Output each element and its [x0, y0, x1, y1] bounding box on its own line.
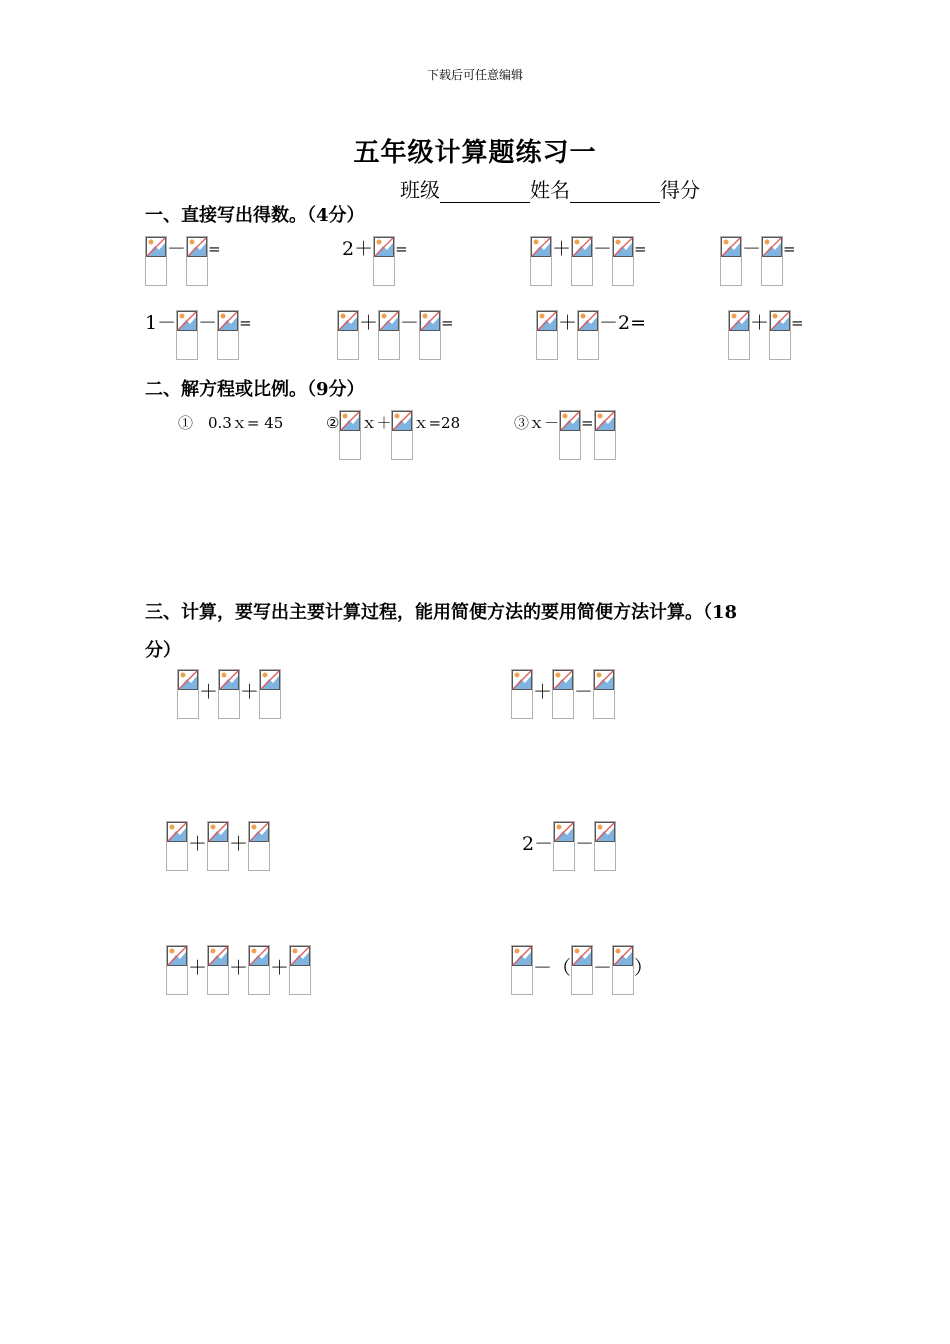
broken-image-icon — [249, 946, 269, 966]
plus-sign: ＋ — [229, 833, 249, 855]
fraction-image — [186, 236, 208, 286]
s1-problem-5 — [145, 310, 252, 360]
fraction-image — [339, 410, 361, 460]
plus-sign: ＋ — [188, 833, 208, 855]
plus-sign: ＋ — [199, 681, 219, 703]
s1-problem-3 — [530, 236, 647, 286]
fraction-image — [761, 236, 783, 286]
broken-image-icon — [560, 411, 580, 431]
fraction-image — [337, 310, 359, 360]
broken-image-icon — [762, 237, 782, 257]
s3-problem-6 — [511, 945, 653, 995]
plus-sign: ＋ — [533, 681, 553, 703]
broken-image-icon — [178, 670, 198, 690]
minus-sign: － — [574, 681, 594, 703]
fraction-image — [207, 821, 229, 871]
operand-text: 1－ — [145, 312, 177, 334]
section-3-heading: 三、计算，要写出主要计算过程，能用简便方法的要用简便方法计算。（18 — [145, 602, 738, 623]
minus-sign: － — [167, 238, 187, 260]
fraction-image — [289, 945, 311, 995]
broken-image-icon — [177, 311, 197, 331]
plus-sign: ＋ — [229, 957, 249, 979]
broken-image-icon — [537, 311, 557, 331]
score-label: 得分 — [660, 178, 700, 202]
s1-problem-1 — [145, 236, 221, 286]
fraction-image — [577, 310, 599, 360]
section-1-heading: 一、直接写出得数。（4分） — [145, 205, 365, 226]
broken-image-icon — [420, 311, 440, 331]
minus-sign: － — [575, 833, 595, 855]
broken-image-icon — [167, 822, 187, 842]
fraction-image — [571, 236, 593, 286]
equals-sign: = — [581, 414, 594, 432]
broken-image-icon — [340, 411, 360, 431]
broken-image-icon — [554, 822, 574, 842]
fraction-image — [728, 310, 750, 360]
section-2-heading: 二、解方程或比例。（9分） — [145, 379, 365, 400]
s1-problem-4 — [720, 236, 796, 286]
s2-equation-3 — [514, 410, 616, 460]
broken-image-icon — [729, 311, 749, 331]
s1-problem-7 — [536, 310, 646, 360]
broken-image-icon — [613, 237, 633, 257]
fraction-image — [511, 669, 533, 719]
s1-problem-6 — [337, 310, 454, 360]
fraction-image — [145, 236, 167, 286]
fraction-image — [594, 821, 616, 871]
broken-image-icon — [379, 311, 399, 331]
broken-image-icon — [338, 311, 358, 331]
broken-image-icon — [249, 822, 269, 842]
broken-image-icon — [595, 822, 615, 842]
fraction-image — [553, 821, 575, 871]
s1-problem-8 — [728, 310, 804, 360]
fraction-image — [378, 310, 400, 360]
plus-sign: ＋ — [240, 681, 260, 703]
fraction-image — [177, 669, 199, 719]
header-note: 下载后可任意编辑 — [426, 68, 523, 82]
fraction-image — [166, 945, 188, 995]
fraction-image — [217, 310, 239, 360]
fraction-image — [259, 669, 281, 719]
operand-text: －2= — [599, 312, 647, 334]
fraction-image — [769, 310, 791, 360]
student-info-line — [400, 174, 700, 203]
broken-image-icon — [572, 946, 592, 966]
plus-sign: ＋ — [270, 957, 290, 979]
s2-equation-1 — [178, 410, 283, 436]
broken-image-icon — [572, 237, 592, 257]
s3-problem-3 — [166, 821, 270, 871]
operand-text: 2＋ — [342, 238, 374, 260]
name-blank — [570, 182, 660, 203]
equals-sign: = — [783, 240, 796, 258]
fraction-image — [373, 236, 395, 286]
s3-problem-4 — [522, 821, 616, 871]
broken-image-icon — [512, 946, 532, 966]
operand-text: －（ — [533, 957, 572, 979]
s1-problem-2 — [342, 236, 408, 286]
section-3-heading-cont: 分） — [145, 640, 181, 661]
equals-sign: = — [791, 314, 804, 332]
broken-image-icon — [613, 946, 633, 966]
equals-sign: = — [634, 240, 647, 258]
fraction-image — [720, 236, 742, 286]
s3-problem-2 — [511, 669, 615, 719]
fraction-image — [612, 236, 634, 286]
minus-sign: － — [593, 238, 613, 260]
equals-sign: = — [395, 240, 408, 258]
broken-image-icon — [770, 311, 790, 331]
fraction-image — [218, 669, 240, 719]
fraction-image — [176, 310, 198, 360]
item-prefix: ③ｘ－ — [514, 414, 560, 432]
fraction-image — [419, 310, 441, 360]
broken-image-icon — [187, 237, 207, 257]
fraction-image — [511, 945, 533, 995]
minus-sign: － — [593, 957, 613, 979]
fraction-image — [166, 821, 188, 871]
broken-image-icon — [208, 822, 228, 842]
operand-text: 2－ — [522, 833, 554, 855]
fraction-image — [530, 236, 552, 286]
class-blank — [440, 182, 530, 203]
fraction-image — [552, 669, 574, 719]
equation-text: ① 0.3ｘ= 45 — [178, 414, 284, 432]
broken-image-icon — [531, 237, 551, 257]
broken-image-icon — [208, 946, 228, 966]
minus-sign: － — [198, 312, 218, 334]
plus-sign: ＋ — [552, 238, 572, 260]
broken-image-icon — [721, 237, 741, 257]
name-label: 姓名 — [530, 178, 570, 202]
broken-image-icon — [578, 311, 598, 331]
fraction-image — [248, 821, 270, 871]
fraction-image — [559, 410, 581, 460]
page-title: 五年级计算题练习一 — [353, 138, 597, 168]
s3-problem-5 — [166, 945, 311, 995]
right-paren: ） — [634, 957, 654, 979]
fraction-image — [248, 945, 270, 995]
fraction-image — [207, 945, 229, 995]
x-eq-text: ｘ=28 — [413, 414, 461, 432]
equals-sign: = — [208, 240, 221, 258]
broken-image-icon — [594, 670, 614, 690]
broken-image-icon — [512, 670, 532, 690]
minus-sign: － — [742, 238, 762, 260]
s2-equation-2 — [326, 410, 460, 460]
s3-problem-1 — [177, 669, 281, 719]
plus-sign: ＋ — [188, 957, 208, 979]
item-number: ② — [326, 414, 340, 432]
plus-sign: ＋ — [750, 312, 770, 334]
broken-image-icon — [595, 411, 615, 431]
broken-image-icon — [374, 237, 394, 257]
fraction-image — [391, 410, 413, 460]
minus-sign: － — [400, 312, 420, 334]
fraction-image — [612, 945, 634, 995]
broken-image-icon — [218, 311, 238, 331]
plus-sign: ＋ — [558, 312, 578, 334]
x-plus-text: ｘ＋ — [361, 414, 392, 432]
broken-image-icon — [392, 411, 412, 431]
broken-image-icon — [290, 946, 310, 966]
fraction-image — [594, 410, 616, 460]
fraction-image — [571, 945, 593, 995]
fraction-image — [593, 669, 615, 719]
broken-image-icon — [553, 670, 573, 690]
broken-image-icon — [167, 946, 187, 966]
fraction-image — [536, 310, 558, 360]
equals-sign: = — [441, 314, 454, 332]
broken-image-icon — [260, 670, 280, 690]
equals-sign: = — [239, 314, 252, 332]
class-label: 班级 — [400, 178, 440, 202]
broken-image-icon — [146, 237, 166, 257]
plus-sign: ＋ — [359, 312, 379, 334]
broken-image-icon — [219, 670, 239, 690]
